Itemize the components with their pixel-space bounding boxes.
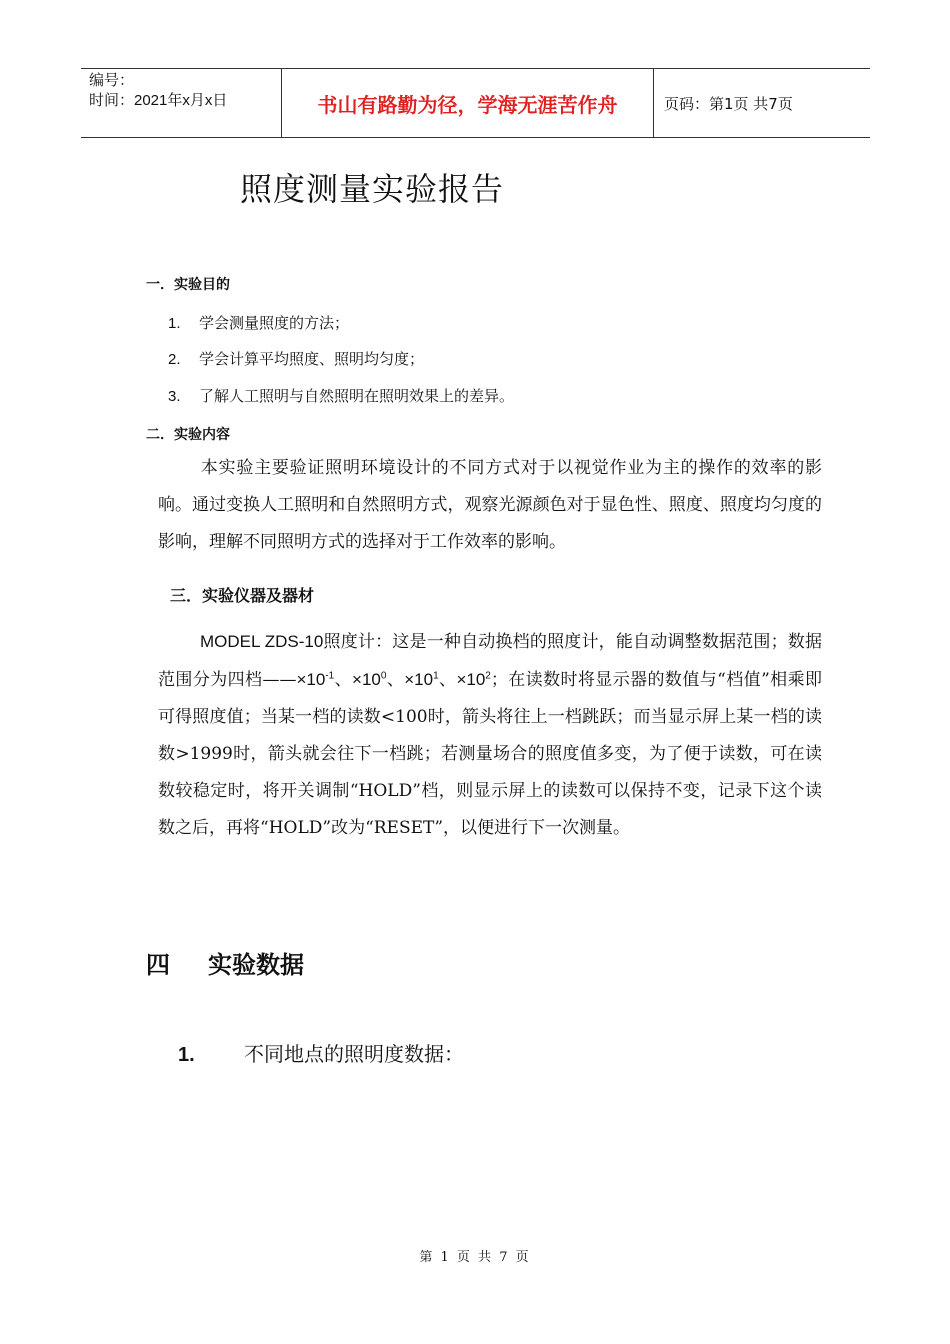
section3-heading: 三．实验仪器及器材 — [170, 586, 315, 605]
list-item-text: 学会计算平均照度、照明均匀度； — [199, 350, 425, 368]
section3-text-b: ；在读数时将显示器的数值与“档值”相乘即可得照度值；当某一档的读数<100时，箭头将往上一档跳跃；而当显示屏上某一档的读数>1999时，箭头就会往下一档跳；若测量场合的照度值多变，为了便于读数，可在读数较稳定时，将开关调制“HOLD”档，则显示屏上的读数可以保持不变，记录下这个读数之后，再将“HOLD”改为“RESET”，以便进行下一次测量。 — [158, 670, 822, 838]
section4-title: 实验数据 — [208, 951, 304, 979]
section2-text: 本实验主要验证照明环境设计的不同方式对于以视觉作业为主的操作的效率的影响。通过变换人工照明和自然照明方式，观察光源颜色对于显色性、照度、照度均匀度的影响，理解不同照明方式的选择对于工作效率的影响。 — [158, 458, 822, 552]
list-item — [168, 312, 349, 333]
page-title: 照度测量实验报告 — [240, 170, 505, 208]
header-meta — [81, 69, 281, 137]
list-item-number: 2. — [168, 351, 181, 368]
range-3-exponent: 1 — [433, 670, 439, 682]
header-motto: 书山有路勤为径，学海无涯苦作舟 — [281, 69, 654, 137]
header-page-info: 页码：第1页 共7页 — [664, 94, 793, 113]
list-item-text: 了解人工照明与自然照明在照明效果上的差异。 — [199, 387, 515, 405]
range-4: 、×10 — [438, 670, 486, 689]
section3-text-a: 照度计：这是一种自动换档的照度计，能自动调整数据范围；数据范围分为四档—— — [158, 632, 823, 690]
header-number-label: 编号： — [89, 72, 135, 89]
section4-subheading — [178, 1038, 464, 1067]
instrument-model: MODEL ZDS-10 — [200, 632, 324, 651]
section2-heading: 二．实验内容 — [146, 427, 230, 443]
range-1-exponent: -1 — [325, 670, 335, 682]
subheading-number: 1. — [178, 1044, 195, 1066]
range-1: ×10 — [296, 670, 326, 689]
header-table — [81, 68, 870, 138]
range-2: 、×10 — [334, 670, 381, 689]
list-item — [168, 348, 424, 369]
section2-paragraph — [158, 450, 822, 561]
section1-heading: 一．实验目的 — [146, 277, 230, 293]
list-item-text: 学会测量照度的方法； — [199, 314, 350, 332]
list-item — [168, 385, 514, 406]
subheading-text: 不同地点的照明度数据： — [244, 1042, 464, 1066]
range-2-exponent: 0 — [380, 670, 387, 682]
range-4-exponent: 2 — [485, 670, 491, 682]
list-item-number: 3. — [168, 388, 181, 405]
header-date: 时间：2021年x月x日 — [89, 92, 228, 109]
page-footer: 第 1 页 共 7 页 — [419, 1250, 531, 1265]
section3-paragraph — [158, 623, 822, 847]
section4-heading — [146, 945, 304, 980]
range-3: 、×10 — [386, 670, 434, 689]
section4-number: 四 — [146, 951, 170, 979]
list-item-number: 1. — [168, 315, 181, 332]
